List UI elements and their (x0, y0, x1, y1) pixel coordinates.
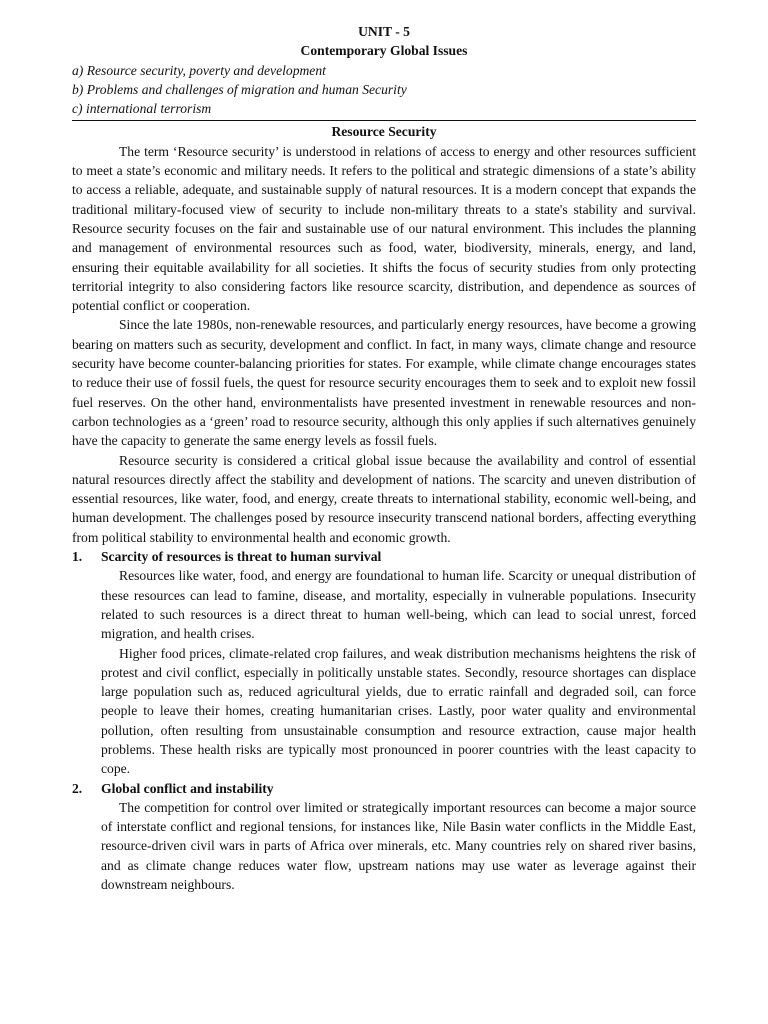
point-body (101, 566, 696, 778)
unit-title: UNIT - 5 (358, 24, 410, 39)
numbered-point (72, 547, 696, 779)
paragraph: The term ‘Resource security’ is understood in relations of access to energy and other resources sufficient to meet a state’s economic and military needs. It refers to the political and strategic dimensions of a state’s ability to access a reliable, adequate, and sustainable supply of natural resources. It is a modern concept that expands the traditional military-focused view of security to include non-military threats to a state's stability and survival. Resource security focuses on the fair and sustainable use of our natural environment. This includes the planning and management of environmental resources such as food, water, biodiversity, minerals, energy, and land, ensuring their equitable availability for all societies. It shifts the focus of security studies from only protecting territorial integrity to also considering factors like resource scarcity, distribution, and dependence as sources of potential conflict or cooperation. (72, 143, 696, 314)
paragraph: Resources like water, food, and energy are foundational to human life. Scarcity or unequal distribution of these resources can lead to famine, disease, and mortality, especially in vulnerable populations. Insecurity related to such resources is a direct threat to human well-being, which can lead to social unrest, forced migration, and health crises. (101, 568, 696, 642)
unit-subtitle: Contemporary Global Issues (300, 43, 468, 59)
point-title: Scarcity of resources is threat to human survival (101, 549, 382, 565)
topic-line-c: c) international terrorism (72, 101, 212, 117)
document-page (72, 22, 696, 894)
point-number: 2. (72, 780, 83, 796)
header-divider (72, 120, 696, 121)
topic-line-b: b) Problems and challenges of migration and human Security (72, 81, 407, 97)
numbered-point (72, 779, 696, 895)
point-heading (72, 547, 696, 566)
point-heading (72, 779, 696, 798)
section-heading: Resource Security (331, 124, 437, 140)
point-title: Global conflict and instability (101, 780, 274, 796)
paragraph: Higher food prices, climate-related crop failures, and weak distribution mechanisms heightens the risk of protest and civil conflict, especially in politically unstable states. Secondly, resource shortages can displace large population such as, reduced agricultural yields, due to erratic rainfall and degraded soil, can force people to leave their homes, creating humanitarian crises. Lastly, poor water quality and environmental pollution, often resulting from unsustainable consumption and resource extraction, cause major health problems. These health risks are typically most pronounced in poorer countries with the least capacity to cope. (101, 645, 696, 777)
paragraph: Resource security is considered a critical global issue because the availability and control of essential natural resources directly affect the stability and development of nations. The scarcity and uneven distribution of essential resources, like water, food, and energy, create threats to international stability, economic well-being, and human development. The challenges posed by resource insecurity transcend national borders, affecting everything from political stability to environmental health and economic growth. (72, 452, 696, 545)
paragraph: Since the late 1980s, non-renewable resources, and particularly energy resources, have become a growing bearing on matters such as security, development and conflict. In fact, in many ways, climate change and resource security have become counter-balancing priorities for states. For example, while climate change encourages states to reduce their use of fossil fuels, the quest for resource security encourages them to seek and to exploit new fossil fuel reserves. On the other hand, environmentalists have presented investment in renewable resources and non-carbon technologies as a ‘green’ road to resource security, although this only applies if such alternatives genuinely have the capacity to generate the same energy levels as fossil fuels. (72, 317, 696, 449)
topic-line-a: a) Resource security, poverty and development (72, 62, 326, 78)
point-number: 1. (72, 549, 83, 565)
paragraph: The competition for control over limited or strategically important resources can become a major source of interstate conflict and regional tensions, for instances like, Nile Basin water conflicts in the Middle East, resource-driven civil wars in parts of Africa over minerals, etc. Many countries rely on shared river basins, and as climate change reduces water flow, upstream nations may use water as leverage against their downstream neighbours. (101, 799, 696, 893)
point-body (101, 798, 696, 894)
